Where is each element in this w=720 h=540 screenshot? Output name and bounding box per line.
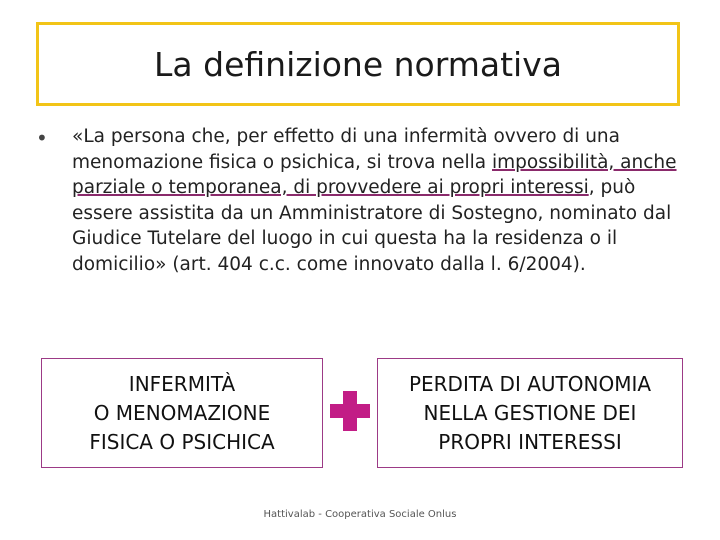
autonomia-box: [377, 358, 683, 468]
bullet-marker: •: [36, 126, 48, 150]
infermita-line-3: FISICA O PSICHICA: [89, 429, 275, 454]
autonomia-line-2: NELLA GESTIONE DEI: [423, 400, 637, 425]
plus-icon: [330, 391, 370, 431]
footer-credit: Hattivalab - Cooperativa Sociale Onlus: [263, 509, 457, 520]
bullet-text-after: , può essere assistita da un Amministratore di Sostegno, nominato dal Giudice Tutelare del luogo in cui questa ha la residenza o il domicilio» (art. 404 c.c. come innovato dalla l. 6/2004).: [72, 177, 672, 275]
infermita-line-2: O MENOMAZIONE: [93, 400, 271, 425]
bullet-text-underlined: impossibilità, anche parziale o temporanea, di provvedere ai propri interessi: [72, 151, 677, 198]
slide-title: La definizione normativa: [154, 44, 562, 84]
autonomia-line-3: PROPRI INTERESSI: [438, 429, 622, 454]
infermita-line-1: INFERMITÀ: [128, 371, 236, 396]
autonomia-line-1: PERDITA DI AUTONOMIA: [408, 371, 652, 396]
bullet-item: [36, 124, 686, 277]
infermita-box: [41, 358, 323, 468]
title-box: [36, 22, 680, 106]
bullet-text: [72, 124, 686, 277]
bullet-text-before: «La persona che, per effetto di una infermità ovvero di una menomazione fisica o psichica, si trova nella: [72, 126, 620, 173]
